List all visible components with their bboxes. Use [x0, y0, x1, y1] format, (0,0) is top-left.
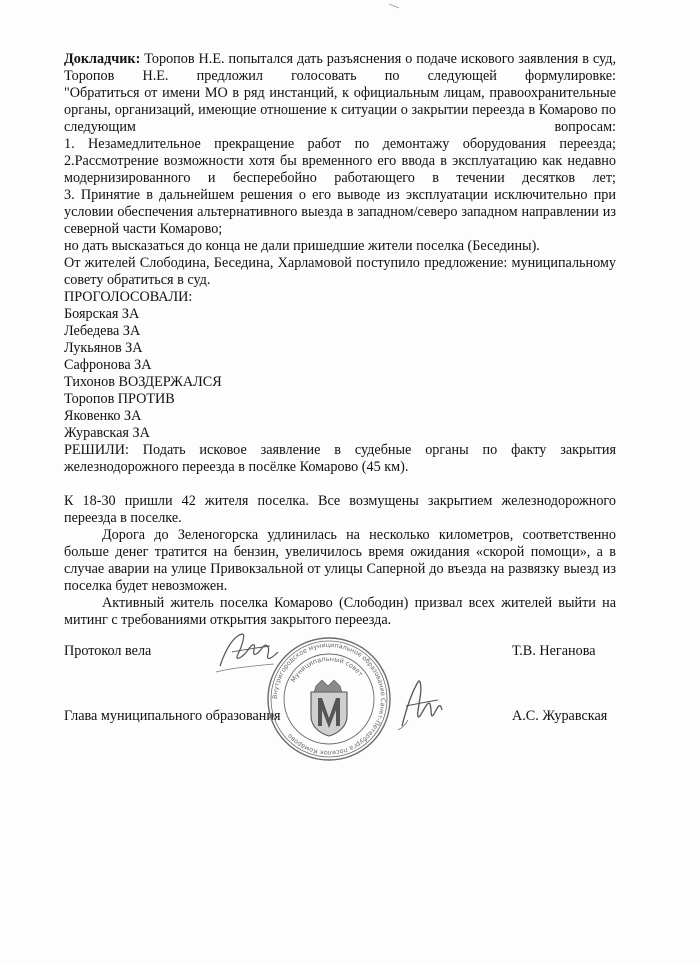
proposal-paragraph: От жителей Слободина, Беседина, Харламовой поступило предложение: муниципальному совету обратиться в суд. [64, 255, 616, 288]
vote-entry: Сафронова ЗА [64, 357, 152, 373]
decision-paragraph: РЕШИЛИ: Подать исковое заявление в судебные органы по факту закрытия железнодорожного переезда в посёлке Комарово (45 км). [64, 442, 616, 475]
report-line: Торопов Н.Е. предложил голосовать по следующей формулировке: [64, 68, 616, 84]
report-line: "Обратиться от имени МО в ряд инстанций, к официальным лицам, правоохранительные [64, 85, 616, 101]
speaker-label: Докладчик: [64, 51, 141, 67]
vote-entry: Тихонов ВОЗДЕРЖАЛСЯ [64, 374, 222, 390]
stamp-inner-text: Муниципальный совет [289, 654, 365, 684]
head-handwritten-signature [396, 676, 448, 732]
rally-paragraph: Активный житель поселка Комарово (Слободин) призвал всех жителей выйти на митинг с требованиями открытия закрытого переезда. [64, 595, 616, 628]
arrival-paragraph: К 18-30 пришли 42 жителя поселка. Все возмущены закрытием железнодорожного переезда в поселке. [64, 493, 616, 526]
spacer [64, 476, 616, 493]
head-label: Глава муниципального образования [64, 708, 281, 724]
protocol-body [64, 51, 616, 629]
stamp-outer-text: Внутригородское муниципальное образование Санкт-Петербурга поселок Комарово [270, 640, 388, 758]
head-name: А.С. Журавская [512, 708, 608, 724]
vote-entry: Лукьянов ЗА [64, 340, 143, 356]
report-line: следующим вопросам: [64, 119, 616, 135]
list-item: 3. Принятие в дальнейшем решения о его выводе из эксплуатации исключительно при условии обеспечения альтернативного выезда в западном/северо западном направлении из северной части Комарово; [64, 187, 616, 237]
secretary-name: Т.В. Неганова [512, 643, 596, 659]
vote-entry: Яковенко ЗА [64, 408, 142, 424]
official-stamp [266, 636, 392, 762]
interrupted-note: но дать высказаться до конца не дали пришедшие жители поселка (Беседины). [64, 238, 540, 254]
coat-of-arms-icon [311, 692, 347, 736]
list-item: 1. Незамедлительное прекращение работ по демонтажу оборудования переезда; [64, 136, 616, 152]
vote-entry: Боярская ЗА [64, 306, 140, 322]
road-paragraph: Дорога до Зеленогорска удлинилась на несколько километров, соответственно больше денег тратится на бензин, увеличилось время ожидания «скорой помощи», а в случае аварии на улице Привокзальной от улицы Саперной до въезда на развязку выезд из поселка будет невозможен. [64, 527, 616, 594]
speaker-line [64, 51, 616, 68]
vote-entry: Лебедева ЗА [64, 323, 141, 339]
speaker-text: Торопов Н.Е. попытался дать разъяснения о подаче искового заявления в суд, [140, 51, 616, 67]
vote-entry: Торопов ПРОТИВ [64, 391, 175, 407]
scan-mark [388, 3, 400, 9]
list-item: 2.Рассмотрение возможности хотя бы временного его ввода в эксплуатацию как недавно модернизированного и бесперебойно работающего в течении десятков лет; [64, 153, 616, 186]
secretary-label: Протокол вела [64, 643, 152, 659]
vote-entry: Журавская ЗА [64, 425, 150, 441]
report-line: органы, организаций, имеющие отношение к ситуации о закрытии переезда в Комарово по [64, 102, 616, 118]
voting-heading: ПРОГОЛОСОВАЛИ: [64, 289, 193, 305]
